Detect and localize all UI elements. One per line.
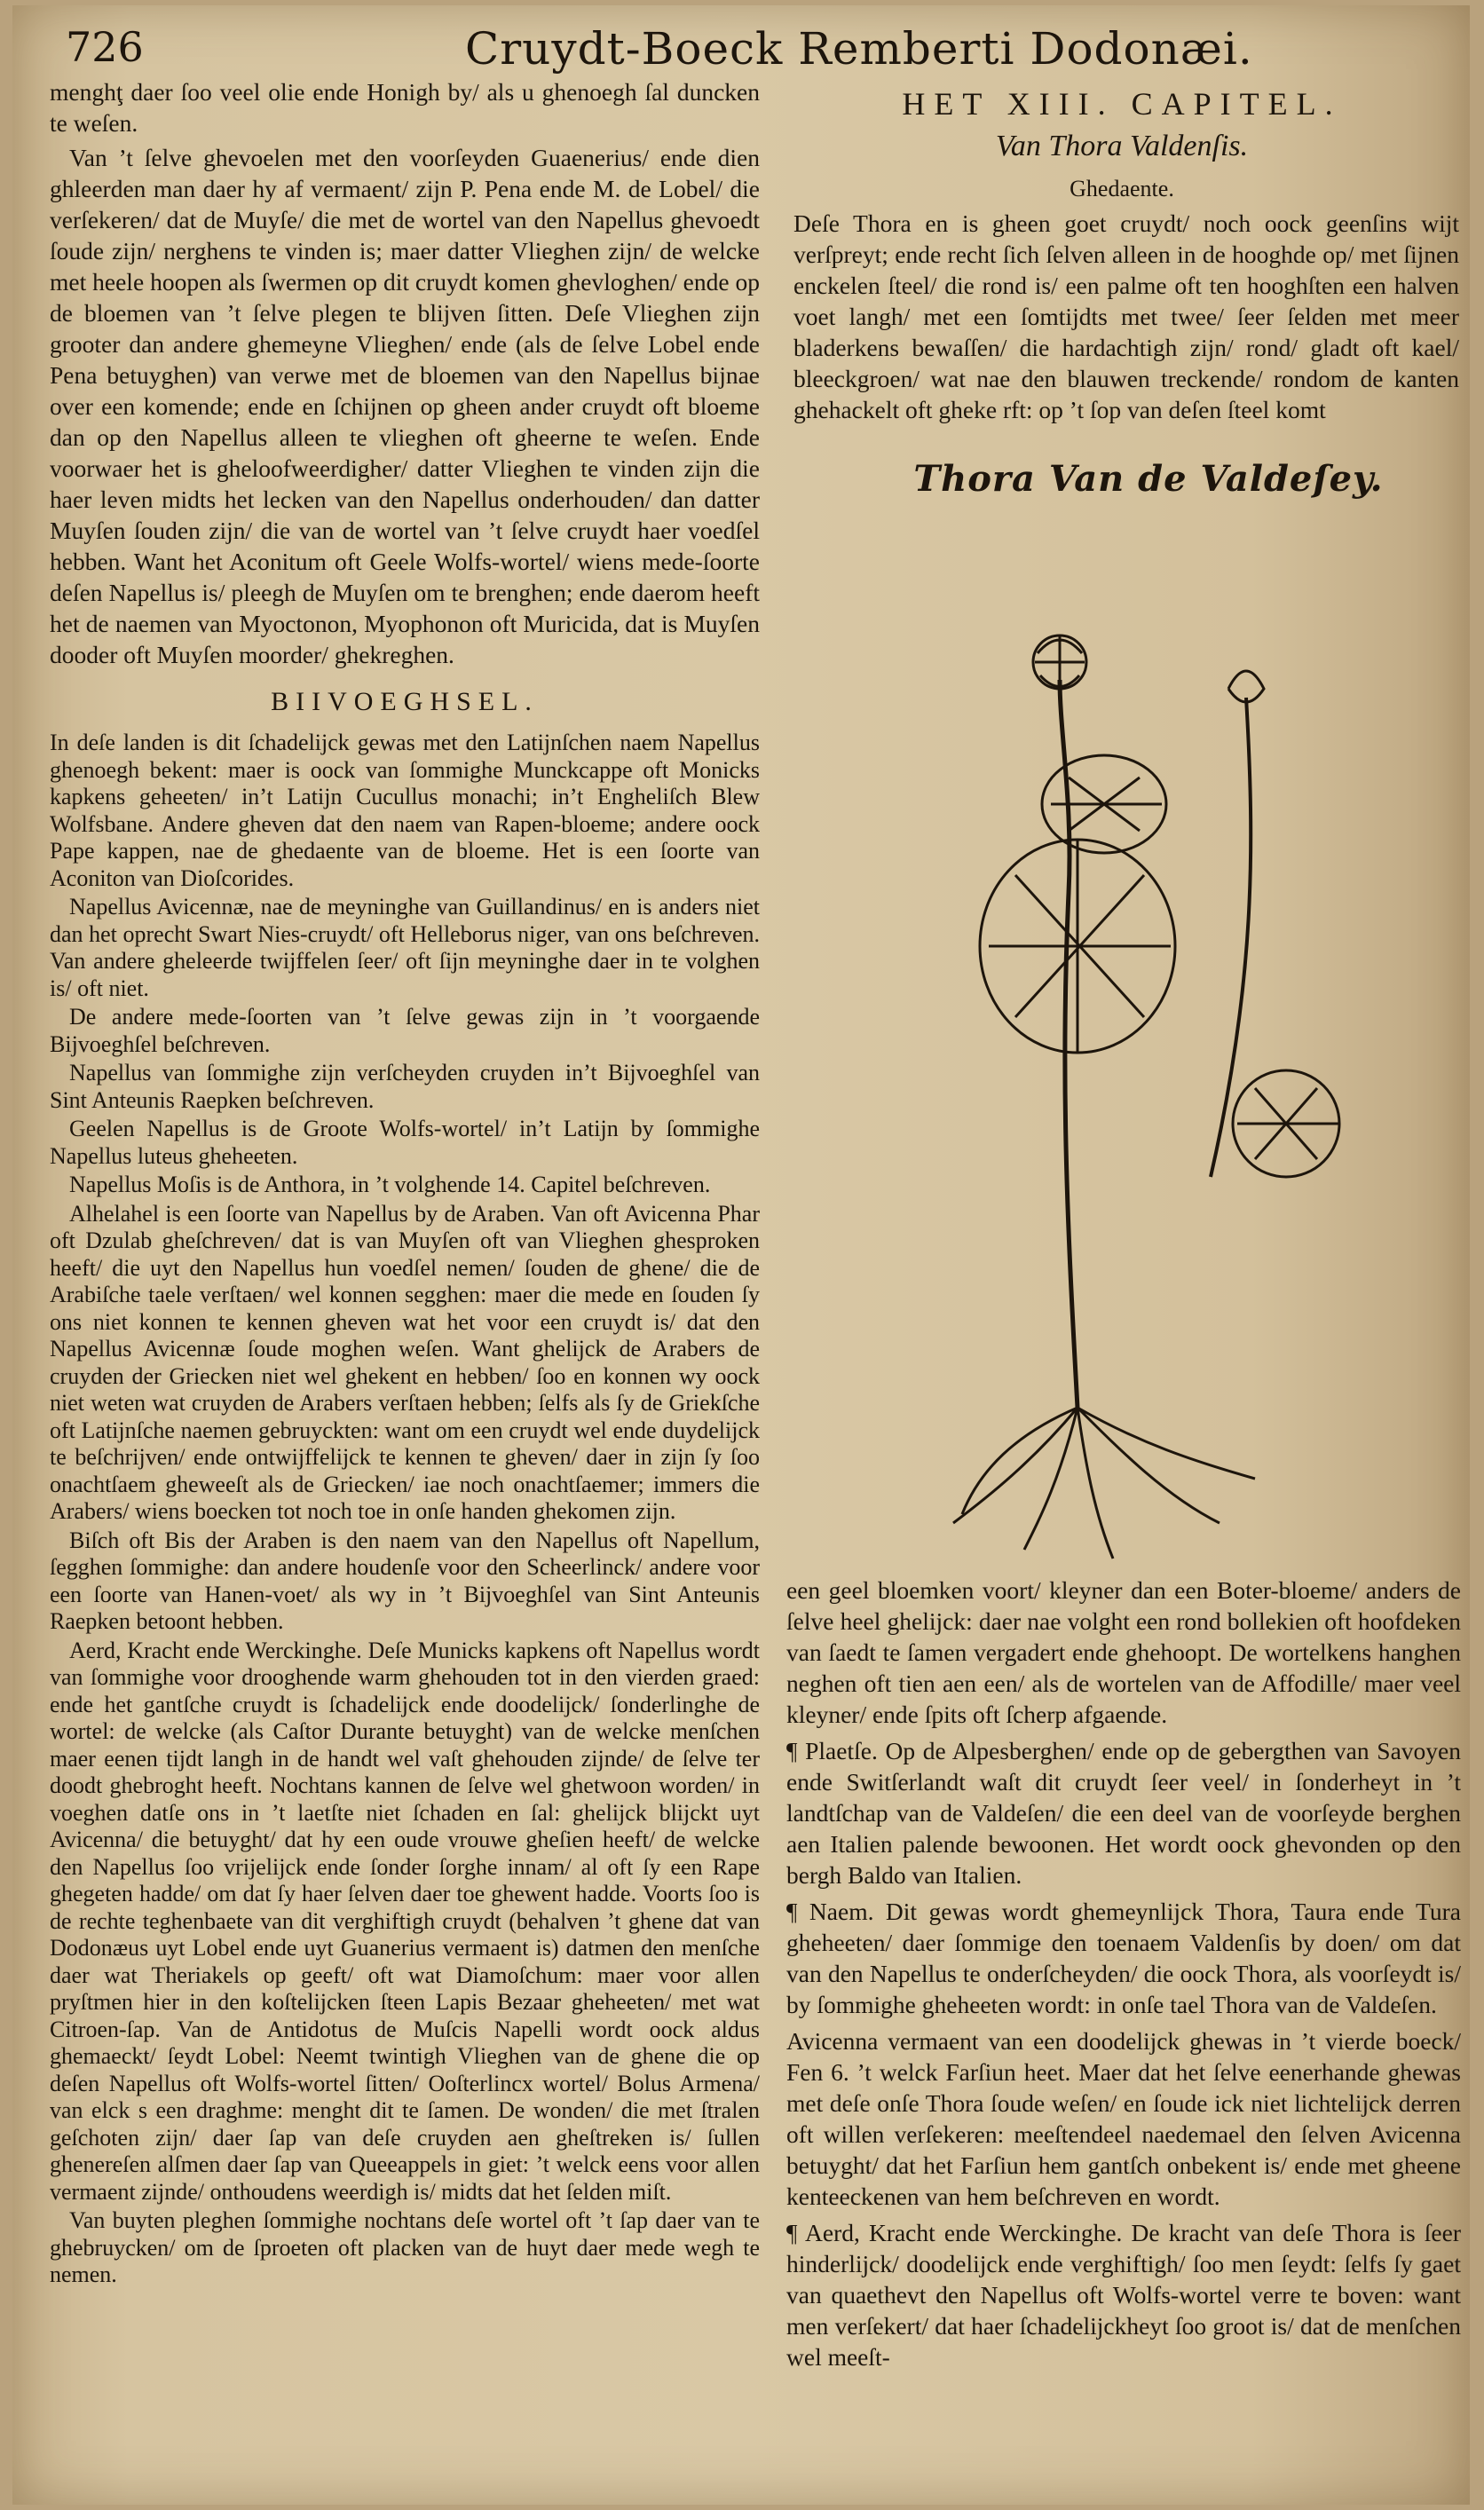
section-ghedaente: Ghedaente. — [1070, 176, 1174, 201]
continuation-paragraph-5: ¶ Aerd, Kracht ende Werckinghe. De kracht van deſe Thora is ſeer hinderlijck/ doodelijck ende verghiftigh/ ſoo men ſeydt: ſelfs ſy gaet van quaethevt den Napellus oft Wolfs-wortel verre te boven: want men verſekert/ dat haer ſchadelijckheyt ſoo groot is/ dat de menſchen wel meeſt- — [786, 2219, 1461, 2371]
continuation-paragraph-1: een geel bloemken voort/ kleyner dan een Boter-bloeme/ anders de ſelve heel ghelijck: daer nae volght een rond bollekien oft hoofdeken van ſaedt te ſamen vergadert ende ghehoopt. De wortelkens hanghen neghen oft tien aen een/ als de wortelen van de Affodille/ maer veel kleyner/ ende ſpits oft ſcherp afgaende. — [786, 1576, 1461, 1728]
bijvoeghsel-paragraph-7: Alhelahel is een ſoorte van Napellus by de Araben. Van oft Avicenna Phar oft Dzulab gheſchreven/ dat is van Muyſen oft van Vlieghen ghesproken heeft/ die uyt den Napellus hun voedſel nemen/ ſouden de ghene/ die de Arabiſche taele verſtaen/ wel konnen segghen: maer die mede en ſouden ſy ons niet konnen te kennen gheven wat het voor een cruydt is/ dat den Napellus Avicennæ ſoude moghen weſen. Want ghelijck de Arabers de cruyden der Griecken niet wel ghekent en hebben/ ſoo en konnen wy oock niet weten wat cruyden de Arabers verſtaen hebben; ſelfs als ſy de Griekſche oft Latijnſche naemen gebruyckten: want om een cruydt wel ende duydelijck te beſchrijven/ ende ontwijffelijck te kennen te gheven/ daer in zijn ſy ſoo onachtſaem gheweeſt als de Griecken/ iae noch onachtſaemer; immers die Arabers/ wiens boecken tot noch toe in onſe handen ghekomen zijn. — [50, 1200, 760, 1524]
continuation-paragraph-3: ¶ Naem. Dit gewas wordt ghemeynlijck Thora, Taura ende Tura gheheeten/ daer ſommige den toenaem Valdenſis by doen/ om dat van den Napellus te onderſcheyden/ die oock Thora, als voorſeydt is/ by ſommighe gheheeten wordt: in onſe tael Thora van de Valdeſen. — [786, 1898, 1461, 2018]
chapter-title: Van Thora Valdenſis. — [995, 130, 1249, 162]
thora-plant-illustration — [935, 627, 1397, 1567]
bijvoeghsel-title: BIIVOEGHSEL. — [271, 687, 539, 716]
running-title: Cruydt-Boeck Remberti Dodonæi. — [465, 23, 1253, 75]
figure-caption: Thora Van de Valdeſey. — [913, 458, 1384, 500]
continuation-paragraph-2: ¶ Plaetſe. Op de Alpesberghen/ ende op de gebergthen van Savoyen ende Switſerlandt waſt dit cruydt ſeer veel/ in ſonderheyt in ’t landtſchap van de Valdeſen/ die een deel van de voorſeyde berghen aen Italien palende bewoonen. Het wordt oock ghevonden op den bergh Baldo van Italien. — [786, 1737, 1461, 1889]
bijvoeghsel-section — [50, 730, 760, 2289]
left-paragraph-2: Van ’t ſelve ghevoelen met den voorſeyden Guaenerius/ ende dien ghleerden man daer hy af vermaent/ zijn P. Pena ende M. de Lobel/ die verſekeren/ dat de Muyſe/ die met de wortel van den Napellus ghevoedt ſoude zijn/ nerghens te vinden is; maer datter Vlieghen zijn/ de welcke met heele hoopen als ſwermen op dit cruydt komen ghevloghen/ ende op de bloemen van ’t ſelve plegen te blijven ſitten. Deſe Vlieghen zijn grooter dan andere ghemeyne Vlieghen/ ende (als de ſelve Lobel ende Pena betuyghen) van verwe met de bloemen van den Napellus bijnae over een komende; ende en ſchijnen op gheen ander cruydt oft bloeme dan op den Napellus alleen te vlieghen oft gheerne te weſen. Ende voorwaer het is gheloofweerdigher/ datter Vlieghen te vinden zijn die haer leven midts het lecken van den Napellus onderhouden/ dan datter Muyſen ſouden zijn/ die van de wortel van ’t ſelve cruydt haer voedſel hebben. Want het Aconitum oft Geele Wolfs-wortel/ wiens mede-ſoorte deſen Napellus is/ pleegh de Muyſen om te brenghen; ende daerom heeft het de naemen van Myoctonon, Myophonon oft Muricida, dat is Muyſen dooder oft Muyſen moorder/ ghekreghen. — [50, 144, 760, 668]
bijvoeghsel-paragraph-6: Napellus Moſis is de Anthora, in ’t volghende 14. Capitel beſchreven. — [69, 1172, 711, 1197]
chapter-number: HET XIII. CAPITEL. — [902, 86, 1342, 122]
bijvoeghsel-paragraph-9: Aerd, Kracht ende Werckinghe. Deſe Municks kapkens oft Napellus wordt van ſommighe voor drooghende warm ghehouden tot in den vierden graed: ende het gantſche cruydt is ſchadelijck ende doodelijck/ ſonderlinghe de wortel: de welcke (als Caſtor Durante betuyght) van de welcke menſchen maer eenen tijdt langh in de handt wel vaſt ghehouden zijnde/ de ſelve ter doodt ghebroght heeft. Nochtans kannen de ſelve wel ghetwoon worden/ in voeghen datſe ons in ’t laetſte niet ſchaden en ſal: ghelijck blijckt uyt Avicenna/ die betuyght/ dat hy een oude vrouwe gheſien heeft/ de welcke den Napellus ſoo vrijelijck ende ſonder ſorghe innam/ al oft ſy een Rape ghegeten hadde/ om dat ſy haer ſelven daer toe ghewent hadde. Voorts ſoo is de rechte teghenbaete van dit verghiftigh cruydt (behalven ’t ghene dat van Dodonæus uyt Lobel ende uyt Guanerius vermaent is) datmen den menſche daer wat Theriakels op geeft/ oft wat Diamoſchum: maer voor allen pryſtmen hier in den koſtelijcken ſteen Lapis Bezaar gheheeten/ met wat Citroen-ſap. Van de Antidotus de Muſcis Napelli wordt oock aldus ghemaeckt/ ſeydt Lobel: Neemt twintigh Vlieghen van de ghene die op deſen Napellus oft Wolfs-wortel ſitten/ Ooſterlincx wortel/ Bolus Armena/ van elck s een draghme: menght dit te ſamen. De wonden/ die met ſtralen geſchoten zijn/ daer ſap van deſe cruyden aen gheſtreken is/ ſullen ghenereſen alſmen daer ſap van Queeappels in giet: ’t welck eens voor allen vermaent zijnde/ onthoudens weerdigh is/ midts dat het ſelden miſt. — [50, 1637, 760, 2205]
bijvoeghsel-paragraph-4: Napellus van ſommighe zijn verſcheyden cruyden in’t Bijvoeghſel van Sint Anteunis Raepken beſchreven. — [50, 1060, 760, 1113]
chapter-heading — [776, 76, 1468, 202]
page-header — [48, 16, 1417, 78]
left-paragraph-1: menghţ daer ſoo veel olie ende Honigh by/ als u ghenoegh ſal duncken te weſen. — [50, 78, 760, 137]
right-column-top — [793, 208, 1459, 429]
bijvoeghsel-paragraph-8: Biſch oft Bis der Araben is den naem van den Napellus oft Napellum, ſegghen ſommighe: dan andere houdenſe voor den Scheerlinck/ andere voor een ſoorte van Hanen-voet/ als wy in ’t Bijvoeghſel van Sint Anteunis Raepken betoont hebben. — [50, 1527, 760, 1634]
left-column — [50, 76, 760, 2291]
bijvoeghsel-paragraph-5: Geelen Napellus is de Groote Wolfs-wortel/ in’t Latijn by ſommighe Napellus luteus gheheeten. — [50, 1116, 760, 1169]
bijvoeghsel-paragraph-3: De andere mede-ſoorten van ’t ſelve gewas zijn in ’t voorgaende Bijvoeghſel beſchreven. — [50, 1004, 760, 1057]
right-column-bottom — [786, 1575, 1461, 2378]
bijvoeghsel-paragraph-2: Napellus Avicennæ, nae de meyninghe van Guillandinus/ en is anders niet dan het oprecht Swart Nies-cruydt/ oft Helleborus niger, van ons beſchreven. Van andere gheleerde twijffelen ſeer/ oft ſijn meyninghe daer in te volghen is/ oft niet. — [50, 894, 760, 1001]
bijvoeghsel-paragraph-10: Van buyten pleghen ſommighe nochtans deſe wortel oft ’t ſap daer van te ghebruycken/ om de ſproeten oft placken van de huyt daer mede wegh te nemen. — [50, 2207, 760, 2287]
page-number: 726 — [66, 23, 144, 71]
continuation-paragraph-4: Avicenna vermaent van een doodelijck ghewas in ’t vierde boeck/ Fen 6. ’t welck Farſiun heet. Maer dat het ſelve eenerhande ghewas met deſe onſe Thora ſoude weſen/ en ſoude ick niet lichtelijck derren oft willen verſekeren: meeſtendeel naedemael den ſelven Avicenna betuyght/ dat het Farſiun hem gantſch onbekent is/ ende met gheene kenteeckenen van hem beſchreven en wordt. — [786, 2027, 1461, 2210]
ghedaente-paragraph: Deſe Thora en is gheen goet cruydt/ noch oock geenſins wijt verſpreyt; ende recht ſich ſelven alleen in de hooghde op/ met ſijnen enckelen ſteel/ die rond is/ een palme oft ten hooghſten een halven voet langh/ met een ſomtijdts met twee/ ſeer ſelden met meer bladerkens bewaſſen/ die hardachtigh zijn/ rond/ gladt oft kael/ bleeckgroen/ wat nae den blauwen treckende/ rondom de kanten ghehackelt oft gheke rft: op ’t ſop van deſen ſteel komt — [793, 209, 1459, 423]
bijvoeghsel-paragraph-1: In deſe landen is dit ſchadelijck gewas met den Latijnſchen naem Napellus ghenoegh bekent: maer is oock van ſommighe Munckcappe oft Monicks kapkens geheeten/ in’t Latijn Cucullus monachi; in’t Engheliſch Blew Wolfsbane. Andere gheven dat den naem van Rapen-bloeme; andere oock Pape kappen, nae de ghedaente van de bloeme. Het is een ſoorte van Aconiton van Dioſcorides. — [50, 730, 760, 891]
book-page — [12, 5, 1470, 2505]
